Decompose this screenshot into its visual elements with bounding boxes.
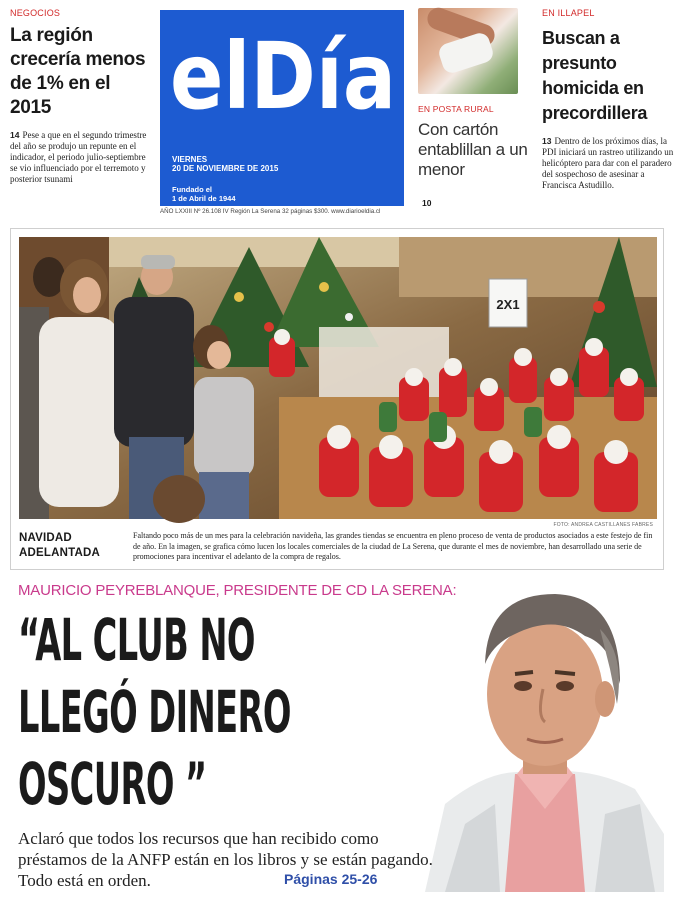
quote-line-2: LLEGÓ DINERO xyxy=(18,678,291,746)
caption-label-line-1: NAVIDAD xyxy=(19,532,72,544)
full-date: 20 DE NOVIEMBRE DE 2015 xyxy=(172,164,279,173)
weekday: VIERNES xyxy=(172,155,208,164)
masthead-date xyxy=(172,155,278,173)
masthead xyxy=(160,10,404,206)
page-number: 13 xyxy=(542,136,552,146)
photo-caption: Faltando poco más de un mes para la celebración navideña, las grandes tiendas se encuentra en pleno proceso de venta de productos asociados a este festejo de fin de año. En la imagen, se grafica cómo lucen los locales comerciales de la ciudad de La Serena, que durante el mes de noviembre, han desarrollado una serie de promociones para incentivar el adelanto de la compra de regalos. xyxy=(133,531,653,561)
section-kicker: NEGOCIOS xyxy=(10,8,61,18)
story-photo[interactable] xyxy=(418,8,518,94)
christmas-store-photo[interactable] xyxy=(19,237,657,519)
story-headline[interactable]: Con cartón entablillan a un menor xyxy=(418,120,528,179)
sign-2x1: 2X1 xyxy=(496,297,520,312)
interview-quote-headline[interactable] xyxy=(18,604,291,820)
story-illapel[interactable] xyxy=(542,8,678,208)
founded-line-1: Fundado el xyxy=(172,185,212,194)
page-number: 14 xyxy=(10,130,20,140)
story-summary xyxy=(542,136,678,191)
issue-line: AÑO LXXIII Nº 26.108 IV Región La Serena 32 páginas $300. www.diarioeldia.cl xyxy=(160,208,381,215)
story-headline[interactable]: Buscan a presunto homicida en precordillera xyxy=(542,28,648,123)
story-posta-rural[interactable] xyxy=(418,8,528,208)
masthead-founded xyxy=(172,185,236,203)
story-summary-text: Dentro de los próximos días, la PDI iniciará un rastreo utilizando un helicóptero para dar con el paradero del sospechoso de asesinar a Francisca Astudillo. xyxy=(542,136,674,190)
newspaper-logo xyxy=(170,23,400,130)
section-kicker: EN ILLAPEL xyxy=(542,8,595,18)
photo-credit: FOTO: ANDREA CASTILLANES FABRES xyxy=(553,522,653,528)
quote-line-3: OSCURO ” xyxy=(18,750,207,818)
photo-feature-navidad xyxy=(10,228,664,570)
photo-caption-label xyxy=(19,531,100,561)
page-reference-link[interactable]: Páginas 25-26 xyxy=(284,871,378,887)
interview-deck: Aclaró que todos los recursos que han recibido como préstamos de la ANFP están en los libros y se están pagando. Todo está en orden. xyxy=(18,829,433,890)
page-number: 10 xyxy=(422,198,432,208)
story-negocios[interactable] xyxy=(10,8,148,208)
story-summary-text: Pese a que en el segundo trimestre del año se produjo un repunte en el indicador, el periodo julio-septiembre se vio influenciado por el terremoto y posterior tsunami xyxy=(10,130,147,184)
story-summary xyxy=(10,130,148,185)
section-kicker: EN POSTA RURAL xyxy=(418,104,494,114)
photo-bandage-shape xyxy=(437,31,496,76)
interview-kicker: MAURICIO PEYREBLANQUE, PRESIDENTE DE CD LA SERENA: xyxy=(18,582,457,599)
quote-line-1: “AL CLUB NO xyxy=(18,606,255,674)
founded-line-2: 1 de Abril de 1944 xyxy=(172,194,236,203)
logo-text: elDía xyxy=(170,23,396,130)
story-interview[interactable] xyxy=(10,574,664,892)
caption-label-line-2: ADELANTADA xyxy=(19,547,101,559)
story-headline[interactable]: La región crecería menos de 1% en el 2015 xyxy=(10,25,146,118)
